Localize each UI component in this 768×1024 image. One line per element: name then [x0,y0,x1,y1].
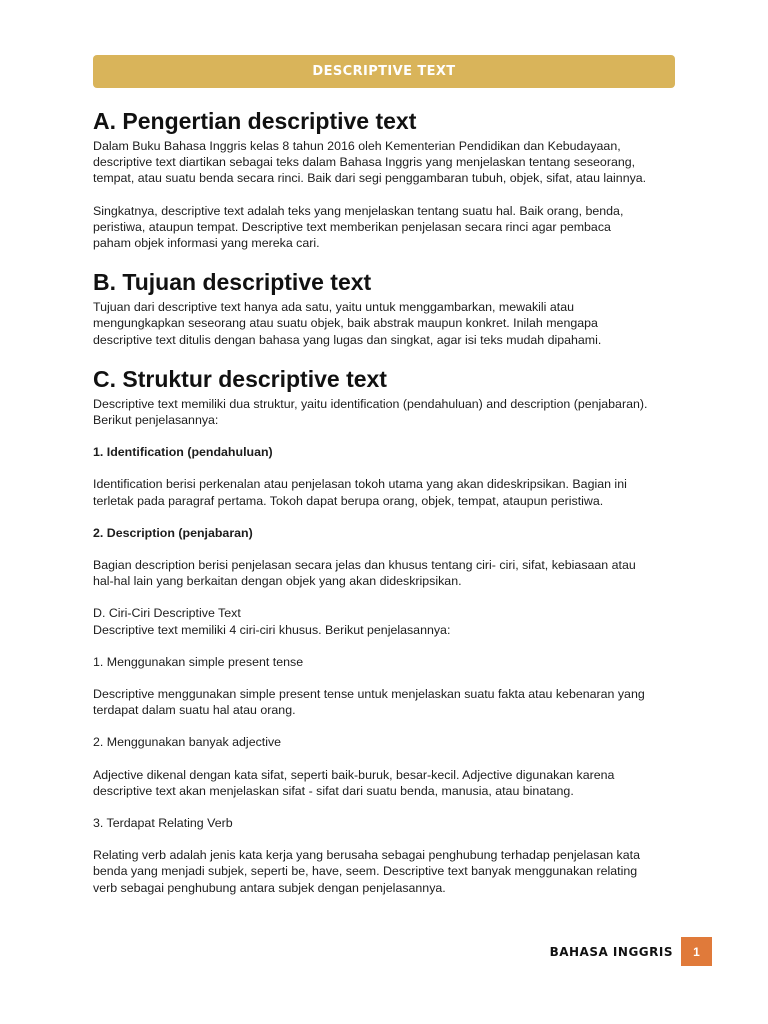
document-body [93,106,678,896]
heading-struktur: C. Struktur descriptive text [93,365,387,392]
ciri-item-3-text: Relating verb adalah jenis kata kerja yang berusaha sebagai penghubung terhadap penjelasan kata benda yang menjadi subjek, seperti be, have, seem. Descriptive text banyak menggunakan relating verb sebagai penghubung antara subjek dengan penjelasannya. [93,848,640,895]
ciri-item-3: 3. Terdapat Relating Verb [93,816,233,831]
paragraph-description: Bagian description berisi penjelasan secara jelas dan khusus tentang ciri- ciri, sifat, kebiasaan atau hal-hal lain yang berkaitan dengan objek yang akan dideskripsikan. [93,558,636,589]
ciri-item-1: 1. Menggunakan simple present tense [93,654,304,669]
paragraph-pengertian-1: Dalam Buku Bahasa Inggris kelas 8 tahun 2016 oleh Kementerian Pendidikan dan Kebudayaan, descriptive text diartikan sebagai teks dalam Bahasa Inggris yang menjelaskan tentang seseorang, tempat, atau suatu benda secara rinci. Baik dari segi penggambaran tubuh, objek, sifat, atau lainnya. [93,139,647,186]
paragraph-ciri-intro: D. Ciri-Ciri Descriptive Text Descriptive text memiliki 4 ciri-ciri khusus. Berikut penjelasannya: [93,606,451,637]
banner-title: DESCRIPTIVE TEXT [312,64,456,79]
footer-subject-label: BAHASA INGGRIS [549,944,673,959]
paragraph-pengertian-2: Singkatnya, descriptive text adalah teks yang menjelaskan tentang suatu hal. Baik orang, benda, peristiwa, ataupun tempat. Descriptive text memberikan penjelasan secara rinci agar pembaca paham objek informasi yang mereka cari. [93,203,624,251]
title-banner [93,55,675,88]
ciri-item-1-text: Descriptive menggunakan simple present tense untuk menjelaskan suatu fakta atau kebenaran yang terdapat dalam suatu hal atau orang. [93,687,645,718]
page-footer [550,937,712,966]
paragraph-identification: Identification berisi perkenalan atau penjelasan tokoh utama yang akan dideskripsikan. Bagian ini terletak pada paragraf pertama. Tokoh dapat berupa orang, objek, tempat, ataupun peristiwa. [93,477,627,508]
ciri-item-2-text: Adjective dikenal dengan kata sifat, seperti baik-buruk, besar-kecil. Adjective digunakan karena descriptive text akan menjelaskan sifat - sifat dari suatu benda, manusia, atau binatang. [93,767,615,798]
subheading-identification: 1. Identification (pendahuluan) [93,445,273,460]
subheading-description: 2. Description (penjabaran) [93,525,253,540]
ciri-item-2: 2. Menggunakan banyak adjective [93,735,282,750]
page-number-badge: 1 [681,937,712,966]
heading-tujuan: B. Tujuan descriptive text [93,269,372,296]
heading-pengertian: A. Pengertian descriptive text [93,108,417,134]
paragraph-struktur-intro: Descriptive text memiliki dua struktur, yaitu identification (pendahuluan) and description (penjabaran). Berikut penjelasannya: [93,396,648,428]
paragraph-tujuan: Tujuan dari descriptive text hanya ada satu, yaitu untuk menggambarkan, mewakili atau mengungkapkan seseorang atau suatu objek, baik abstrak maupun konkret. Inilah mengapa descriptive text ditulis dengan bahasa yang lugas dan singkat, agar isi teks mudah dipahami. [93,300,602,347]
